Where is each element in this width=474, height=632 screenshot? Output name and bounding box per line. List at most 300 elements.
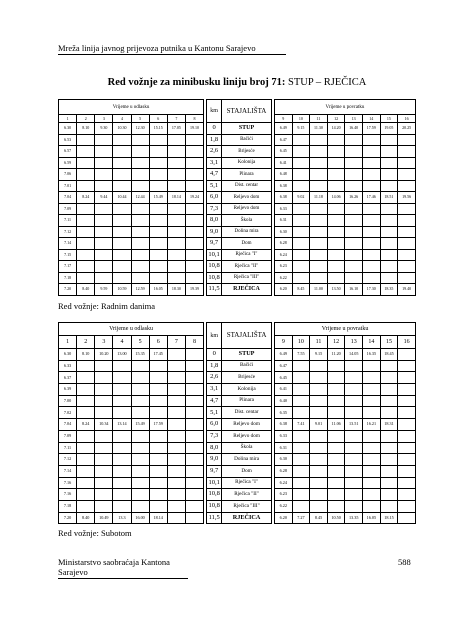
outbound-time-cell [185, 349, 203, 361]
outbound-time-cell [167, 134, 185, 146]
outbound-time-cell [149, 372, 167, 384]
return-time-cell [292, 372, 310, 384]
return-time-cell [292, 146, 310, 158]
return-trip-number: 15 [380, 115, 398, 123]
table-row [59, 430, 416, 442]
outbound-time-cell [149, 384, 167, 396]
outbound-time-cell [95, 134, 113, 146]
outbound-time-cell: 7.12 [59, 226, 77, 238]
outbound-time-cell [95, 454, 113, 466]
return-time-cell [292, 430, 310, 442]
km-cell: 3,1 [207, 157, 222, 169]
outbound-time-cell [185, 419, 203, 431]
outbound-time-cell [95, 395, 113, 407]
outbound-time-cell [113, 442, 131, 454]
outbound-time-cell [149, 238, 167, 250]
station-cell: Škola [222, 442, 272, 454]
station-cell: Reljevo dom [222, 203, 272, 215]
return-time-cell [345, 180, 363, 192]
table-row [59, 249, 416, 261]
return-time-cell [398, 477, 416, 489]
return-time-cell: 6.20 [274, 284, 292, 296]
outbound-time-cell: 17.45 [149, 349, 167, 361]
return-time-cell [310, 261, 328, 273]
outbound-time-cell [131, 261, 149, 273]
outbound-time-cell [167, 215, 185, 227]
return-time-cell [345, 215, 363, 227]
outbound-time-cell [167, 454, 185, 466]
outbound-time-cell [77, 430, 95, 442]
outbound-time-cell: 7.11 [59, 442, 77, 454]
table-row [59, 500, 416, 512]
km-cell: 4,7 [207, 169, 222, 181]
outbound-header: Vrijeme u odlasku [59, 323, 204, 336]
outbound-time-cell [167, 157, 185, 169]
outbound-time-cell [113, 249, 131, 261]
station-cell: Brijesće [222, 146, 272, 158]
return-time-cell [362, 238, 380, 250]
outbound-trip-number: 5 [131, 336, 149, 349]
return-trip-number: 13 [345, 336, 363, 349]
km-cell: 6,0 [207, 192, 222, 204]
return-time-cell [310, 360, 328, 372]
outbound-time-cell [185, 238, 203, 250]
return-trip-number: 9 [275, 336, 293, 349]
station-cell: Dist. centar [222, 407, 272, 419]
outbound-time-cell [95, 465, 113, 477]
return-time-cell [292, 215, 310, 227]
outbound-time-cell [149, 407, 167, 419]
return-header: Vrijeme u povratku [275, 323, 416, 336]
outbound-trip-number: 4 [113, 115, 131, 123]
outbound-time-cell [95, 203, 113, 215]
station-cell: Kolonija [222, 384, 272, 396]
return-time-cell [380, 454, 398, 466]
return-time-cell: 10.50 [327, 512, 345, 524]
table-row [59, 180, 416, 192]
table-row [59, 215, 416, 227]
outbound-time-cell: 8.24 [77, 419, 95, 431]
return-time-cell [398, 489, 416, 501]
table-row [59, 169, 416, 181]
return-time-cell [327, 477, 345, 489]
outbound-time-cell [167, 372, 185, 384]
return-time-cell: 16.05 [363, 512, 381, 524]
return-time-cell [292, 272, 310, 284]
station-cell: Rječica "III" [222, 500, 272, 512]
station-cell: Dolina mira [222, 454, 272, 466]
return-time-cell [380, 226, 398, 238]
station-cell: STUP [222, 349, 272, 361]
outbound-time-cell [149, 215, 167, 227]
outbound-time-cell: 12.44 [131, 192, 149, 204]
return-time-cell [292, 500, 310, 512]
outbound-time-cell [149, 395, 167, 407]
outbound-time-cell [185, 372, 203, 384]
outbound-time-cell [149, 261, 167, 273]
outbound-time-cell [131, 407, 149, 419]
return-time-cell [398, 169, 416, 181]
outbound-time-cell: 9.44 [95, 192, 113, 204]
outbound-time-cell [185, 180, 203, 192]
outbound-time-cell [95, 169, 113, 181]
return-time-cell [345, 203, 363, 215]
return-time-cell [345, 157, 363, 169]
outbound-time-cell [131, 465, 149, 477]
station-cell: Plinara [222, 395, 272, 407]
return-time-cell: 6.38 [274, 180, 292, 192]
outbound-time-cell [167, 349, 185, 361]
return-time-cell [292, 489, 310, 501]
return-time-cell [292, 477, 310, 489]
outbound-time-cell [113, 384, 131, 396]
outbound-time-cell [95, 215, 113, 227]
return-time-cell: 6.31 [275, 442, 293, 454]
outbound-time-cell [185, 146, 203, 158]
saturday-caption: Red vožnje: Subotom [58, 528, 132, 538]
outbound-time-cell [113, 272, 131, 284]
outbound-time-cell: 8.24 [77, 192, 95, 204]
return-time-cell: 6.41 [275, 384, 293, 396]
return-time-cell [292, 134, 310, 146]
return-time-cell [398, 442, 416, 454]
return-time-cell [327, 372, 345, 384]
outbound-time-cell [131, 180, 149, 192]
outbound-time-cell [113, 407, 131, 419]
return-time-cell: 14.05 [345, 349, 363, 361]
outbound-time-cell [149, 272, 167, 284]
outbound-time-cell: 10.59 [113, 284, 131, 296]
table-row [59, 349, 416, 361]
return-time-cell [363, 360, 381, 372]
return-time-cell: 13.50 [327, 284, 345, 296]
return-time-cell [398, 272, 416, 284]
return-time-cell [327, 465, 345, 477]
outbound-time-cell [167, 261, 185, 273]
return-trip-number: 16 [398, 115, 416, 123]
outbound-time-cell [95, 261, 113, 273]
outbound-time-cell [131, 146, 149, 158]
outbound-time-cell [95, 407, 113, 419]
outbound-trip-number: 3 [95, 115, 113, 123]
outbound-trip-number: 5 [131, 115, 149, 123]
outbound-time-cell [149, 226, 167, 238]
outbound-trip-number: 8 [185, 336, 203, 349]
outbound-time-cell [149, 500, 167, 512]
outbound-time-cell [77, 157, 95, 169]
return-time-cell: 6.38 [274, 192, 292, 204]
return-time-cell: 20.25 [398, 123, 416, 135]
outbound-time-cell [77, 360, 95, 372]
return-time-cell: 6.35 [275, 407, 293, 419]
outbound-time-cell: 18.14 [149, 512, 167, 524]
station-cell: Dolina mira [222, 226, 272, 238]
outbound-time-cell [77, 180, 95, 192]
outbound-time-cell [77, 454, 95, 466]
return-time-cell [310, 500, 328, 512]
return-time-cell: 6.30 [274, 226, 292, 238]
return-trip-number: 10 [292, 336, 310, 349]
return-time-cell: 9.01 [310, 419, 328, 431]
km-cell: 10,1 [207, 477, 222, 489]
outbound-time-cell [185, 454, 203, 466]
return-time-cell: 9.02 [292, 192, 310, 204]
outbound-time-cell [77, 442, 95, 454]
return-time-cell: 18.31 [380, 419, 398, 431]
return-time-cell [310, 249, 328, 261]
outbound-time-cell [167, 226, 185, 238]
table-row [59, 192, 416, 204]
weekday-timetable [58, 99, 416, 296]
station-cell: Dist. centar [222, 180, 272, 192]
return-time-cell [398, 419, 416, 431]
return-time-cell [363, 500, 381, 512]
outbound-time-cell: 7.06 [59, 169, 77, 181]
outbound-time-cell [149, 203, 167, 215]
outbound-time-cell [77, 261, 95, 273]
return-trip-number: 15 [380, 336, 398, 349]
outbound-time-cell [167, 442, 185, 454]
km-cell: 5,1 [207, 407, 222, 419]
return-time-cell [327, 169, 345, 181]
outbound-time-cell: 8.10 [77, 349, 95, 361]
outbound-time-cell [77, 500, 95, 512]
outbound-time-cell: 13.14 [113, 419, 131, 431]
table-row [59, 454, 416, 466]
return-time-cell: 8.45 [292, 284, 310, 296]
outbound-time-cell [167, 249, 185, 261]
outbound-time-cell [131, 134, 149, 146]
return-trip-number: 13 [345, 115, 363, 123]
outbound-trip-number: 1 [59, 115, 77, 123]
return-time-cell [362, 203, 380, 215]
return-time-cell: 9.15 [292, 123, 310, 135]
outbound-time-cell [149, 249, 167, 261]
return-time-cell [292, 384, 310, 396]
return-time-cell [292, 203, 310, 215]
outbound-time-cell [113, 465, 131, 477]
outbound-time-cell: 15.15 [149, 123, 167, 135]
km-cell: 1,8 [207, 360, 222, 372]
table-row [59, 123, 416, 135]
outbound-time-cell [77, 372, 95, 384]
outbound-time-cell [131, 454, 149, 466]
document-title [0, 77, 474, 88]
return-time-cell [327, 272, 345, 284]
outbound-time-cell [185, 272, 203, 284]
return-time-cell [310, 169, 328, 181]
return-time-cell [310, 157, 328, 169]
km-cell: 9,0 [207, 454, 222, 466]
outbound-time-cell [149, 477, 167, 489]
return-time-cell [398, 134, 416, 146]
outbound-time-cell: 8.40 [77, 284, 95, 296]
return-time-cell [398, 465, 416, 477]
return-time-cell [398, 215, 416, 227]
outbound-time-cell [77, 238, 95, 250]
return-time-cell [380, 477, 398, 489]
return-time-cell [327, 500, 345, 512]
return-time-cell: 6.38 [275, 419, 293, 431]
return-time-cell: 6.49 [274, 123, 292, 135]
table-row [59, 395, 416, 407]
return-time-cell [398, 395, 416, 407]
return-time-cell: 6.22 [274, 272, 292, 284]
return-time-cell [380, 500, 398, 512]
return-time-cell [345, 395, 363, 407]
km-cell: 0 [207, 349, 222, 361]
header-row [59, 323, 416, 336]
return-time-cell [292, 226, 310, 238]
outbound-time-cell [149, 146, 167, 158]
return-time-cell: 6.33 [275, 430, 293, 442]
outbound-time-cell: 6.33 [59, 360, 77, 372]
outbound-time-cell [185, 512, 203, 524]
outbound-time-cell: 7.02 [59, 407, 77, 419]
station-cell: Škola [222, 215, 272, 227]
return-time-cell: 6.47 [275, 360, 293, 372]
outbound-time-cell [113, 489, 131, 501]
outbound-time-cell [131, 442, 149, 454]
outbound-time-cell [185, 430, 203, 442]
outbound-time-cell [149, 489, 167, 501]
outbound-time-cell [185, 169, 203, 181]
return-time-cell: 8.45 [310, 512, 328, 524]
km-cell: 9,0 [207, 226, 222, 238]
outbound-time-cell: 7.12 [59, 454, 77, 466]
return-time-cell: 6.30 [275, 454, 293, 466]
return-time-cell [398, 203, 416, 215]
return-time-cell: 6.47 [274, 134, 292, 146]
km-cell: 7,3 [207, 430, 222, 442]
return-time-cell [327, 238, 345, 250]
outbound-time-cell: 7.18 [59, 500, 77, 512]
outbound-time-cell: 10.44 [113, 192, 131, 204]
outbound-time-cell: 7.15 [59, 249, 77, 261]
outbound-time-cell: 7.09 [59, 430, 77, 442]
return-time-cell [310, 215, 328, 227]
outbound-time-cell: 9.30 [95, 123, 113, 135]
outbound-time-cell [113, 454, 131, 466]
station-cell: Brijesće [222, 372, 272, 384]
return-header: Vrijeme u povratku [274, 100, 415, 115]
table-row [59, 419, 416, 431]
outbound-time-cell [113, 430, 131, 442]
return-time-cell: 14.06 [327, 192, 345, 204]
station-cell: Plinara [222, 169, 272, 181]
outbound-time-cell: 7.00 [59, 395, 77, 407]
return-time-cell [327, 215, 345, 227]
outbound-trip-number: 6 [149, 336, 167, 349]
outbound-time-cell [113, 360, 131, 372]
outbound-time-cell [95, 442, 113, 454]
return-time-cell [345, 465, 363, 477]
return-trip-number: 16 [398, 336, 416, 349]
table-row [59, 203, 416, 215]
table-row [59, 489, 416, 501]
return-time-cell [362, 215, 380, 227]
outbound-time-cell [149, 454, 167, 466]
outbound-time-cell [167, 203, 185, 215]
return-time-cell [380, 261, 398, 273]
return-time-cell [345, 454, 363, 466]
km-cell: 10,8 [207, 272, 222, 284]
outbound-time-cell [149, 180, 167, 192]
return-time-cell [380, 442, 398, 454]
outbound-time-cell: 19.24 [185, 192, 203, 204]
return-time-cell: 16.35 [363, 349, 381, 361]
outbound-time-cell [167, 272, 185, 284]
header-row [59, 100, 416, 115]
outbound-time-cell [95, 489, 113, 501]
outbound-time-cell [131, 215, 149, 227]
outbound-time-cell [77, 215, 95, 227]
outbound-time-cell: 13.3 [113, 512, 131, 524]
return-time-cell [292, 465, 310, 477]
table-row [59, 407, 416, 419]
return-time-cell: 18.15 [380, 512, 398, 524]
km-cell: 3,1 [207, 384, 222, 396]
outbound-time-cell [77, 249, 95, 261]
station-cell: Dom [222, 238, 272, 250]
return-time-cell [292, 180, 310, 192]
outbound-trip-number: 3 [95, 336, 113, 349]
table-row [59, 442, 416, 454]
return-time-cell [362, 226, 380, 238]
return-time-cell [327, 203, 345, 215]
outbound-time-cell [113, 157, 131, 169]
return-time-cell [398, 146, 416, 158]
table-row [59, 465, 416, 477]
return-time-cell [380, 430, 398, 442]
return-time-cell: 16.21 [363, 419, 381, 431]
outbound-time-cell [77, 272, 95, 284]
outbound-time-cell: 7.14 [59, 238, 77, 250]
return-time-cell: 6.24 [275, 477, 293, 489]
outbound-time-cell [113, 395, 131, 407]
outbound-time-cell [95, 180, 113, 192]
return-trip-number: 12 [327, 115, 345, 123]
return-time-cell [345, 430, 363, 442]
return-time-cell [345, 372, 363, 384]
outbound-time-cell [167, 360, 185, 372]
outbound-time-cell [95, 500, 113, 512]
return-time-cell [345, 407, 363, 419]
return-time-cell: 6.41 [274, 157, 292, 169]
outbound-time-cell: 17.05 [167, 123, 185, 135]
return-time-cell [380, 384, 398, 396]
outbound-time-cell [185, 407, 203, 419]
outbound-time-cell [95, 226, 113, 238]
station-cell: RJEČICA [222, 284, 272, 296]
weekday-caption: Red vožnje: Radnim danima [58, 301, 156, 311]
outbound-time-cell: 15.49 [149, 192, 167, 204]
title-route: STUP – RJEČICA [287, 77, 367, 88]
return-time-cell: 17.59 [362, 123, 380, 135]
outbound-time-cell: 7.14 [59, 465, 77, 477]
return-time-cell [362, 180, 380, 192]
outbound-time-cell: 16.00 [131, 512, 149, 524]
return-time-cell [363, 465, 381, 477]
return-time-cell: 6.33 [274, 203, 292, 215]
return-time-cell [310, 407, 328, 419]
return-time-cell [310, 489, 328, 501]
return-time-cell [292, 249, 310, 261]
km-cell: 0 [207, 123, 222, 135]
table-row [59, 272, 416, 284]
outbound-time-cell: 7.16 [59, 489, 77, 501]
return-trip-number: 11 [310, 115, 328, 123]
